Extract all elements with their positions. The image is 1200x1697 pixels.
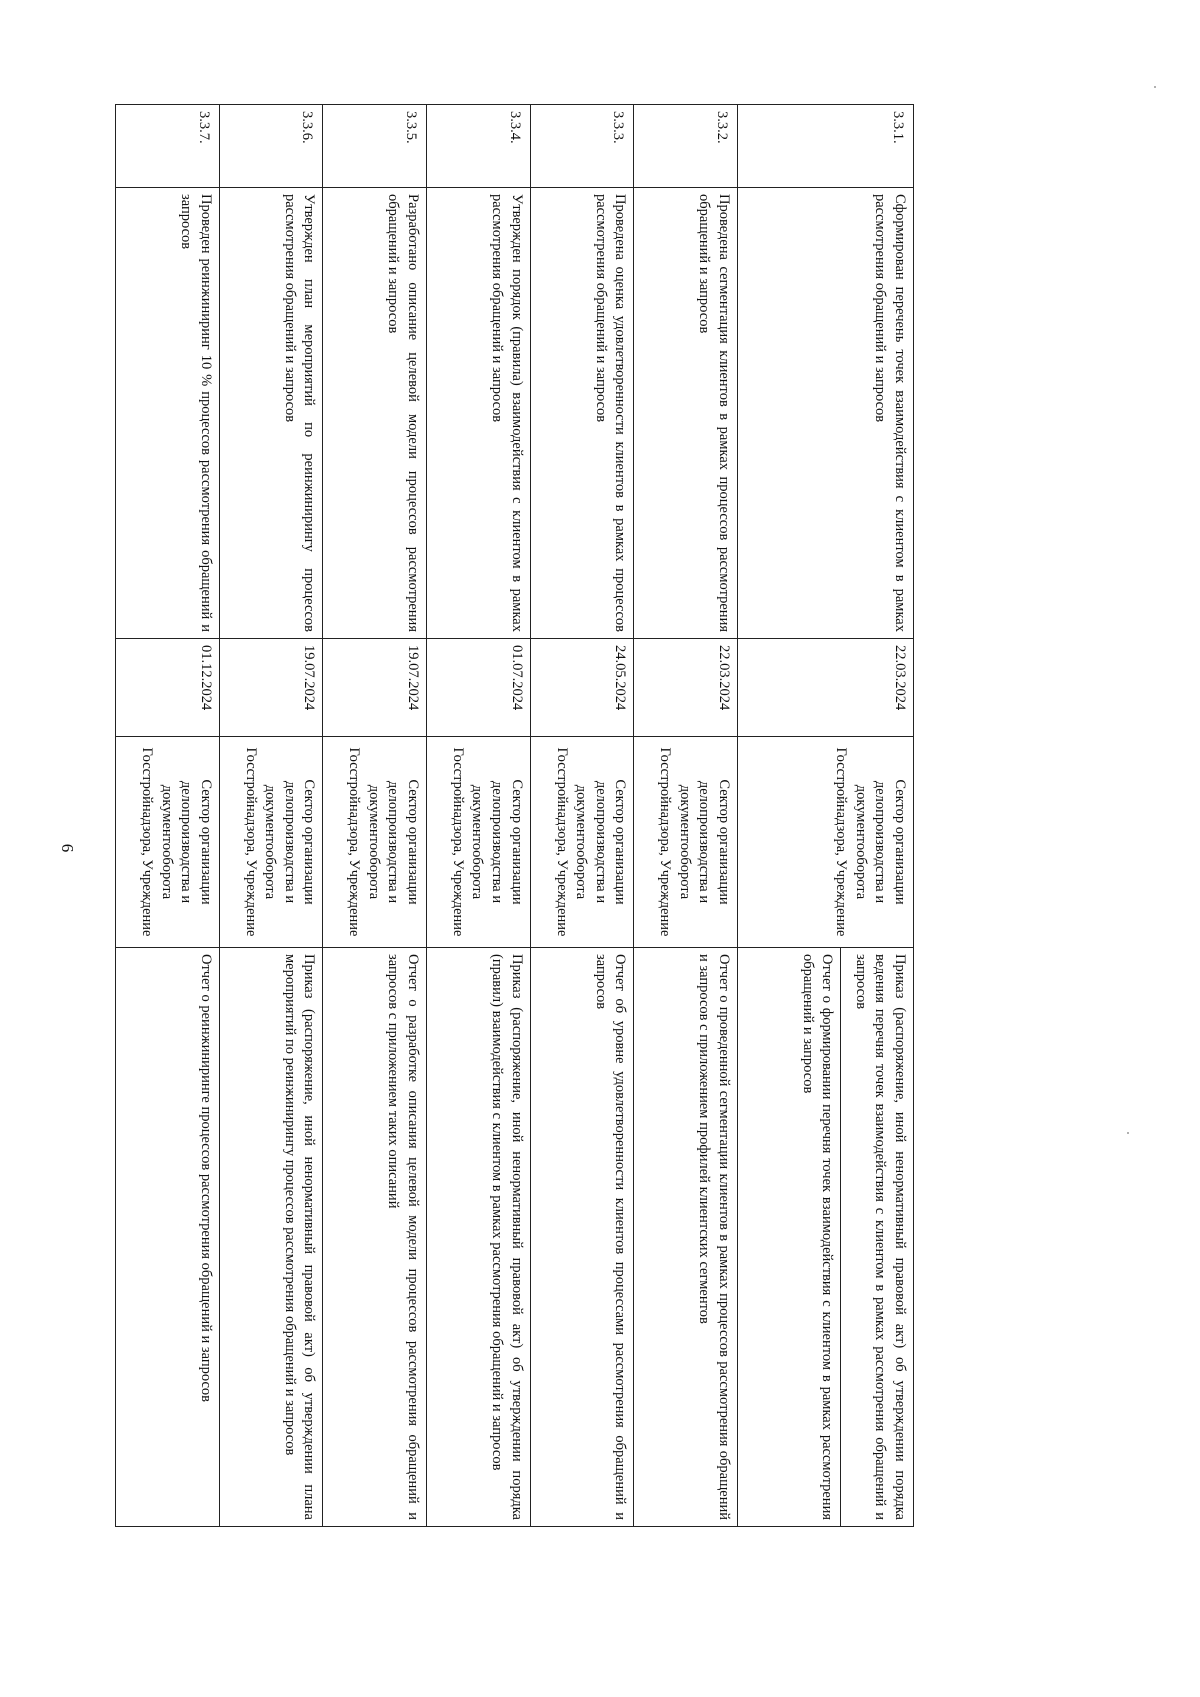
activity-result: Проведен реинжиниринг 10 % процессов рассмотрения обращений и запросов [116,188,220,639]
activity-deadline: 24.05.2024 [530,639,634,737]
activity-document: Приказ (распоряжение, иной ненормативный правовой акт) об утверждении порядка ведения перечня точек взаимодействия с клиентом в рамках рассмотрения обращений и запросов [841,948,914,1527]
activity-result: Разработано описание целевой модели процессов рассмотрения обращений и запросов [323,188,427,639]
activity-number: 3.3.7. [116,105,220,188]
table-row [530,105,634,1527]
activity-number: 3.3.5. [323,105,427,188]
activity-document: Приказ (распоряжение, иной ненормативный правовой акт) об утверждении порядка (правил) взаимодействия с клиентом в рамках рассмотрения обращений и запросов [426,948,530,1527]
table-row [323,105,427,1527]
activity-responsible: Сектор организации делопроизводства и документооборота Госстройнадзора, Учреждение [530,737,634,948]
activity-deadline: 22.03.2024 [634,639,738,737]
activity-document: Приказ (распоряжение, иной ненормативный правовой акт) об утверждении плана мероприятий по реинжинирингу процессов рассмотрения обращений и запросов [219,948,323,1527]
activity-deadline: 19.07.2024 [219,639,323,737]
activity-document: Отчет о реинжиниринге процессов рассмотрения обращений и запросов [116,948,220,1527]
activity-result: Утвержден план мероприятий по реинжинирингу процессов рассмотрения обращений и запросов [219,188,323,639]
table-row [426,105,530,1527]
scan-speck [1127,1132,1129,1134]
activities-table [115,104,914,1527]
page-number: 6 [58,843,77,853]
activity-responsible: Сектор организации делопроизводства и документооборота Госстройнадзора, Учреждение [219,737,323,948]
activity-deadline: 19.07.2024 [323,639,427,737]
activity-document: Отчет об уровне удовлетворенности клиентов процессами рассмотрения обращений и запросов [530,948,634,1527]
table-row [116,105,220,1527]
activity-document: Отчет о проведенной сегментации клиентов в рамках процессов рассмотрения обращений и запросов с приложением профилей клиентских сегментов [634,948,738,1527]
activity-number: 3.3.3. [530,105,634,188]
activity-result: Проведена сегментация клиентов в рамках процессов рассмотрения обращений и запросов [634,188,738,639]
activity-number: 3.3.6. [219,105,323,188]
activity-responsible: Сектор организации делопроизводства и документооборота Госстройнадзора, Учреждение [116,737,220,948]
activity-number: 3.3.4. [426,105,530,188]
activity-result: Сформирован перечень точек взаимодействия с клиентом в рамках рассмотрения обращений и запросов [737,188,913,639]
table-row [634,105,738,1527]
activity-deadline: 22.03.2024 [737,639,913,737]
activity-responsible: Сектор организации делопроизводства и документооборота Госстройнадзора, Учреждение [323,737,427,948]
table-row [219,105,323,1527]
activity-result: Проведена оценка удовлетворенности клиентов в рамках процессов рассмотрения обращений и запросов [530,188,634,639]
activity-responsible: Сектор организации делопроизводства и документооборота Госстройнадзора, Учреждение [426,737,530,948]
activity-document: Отчет о формировании перечня точек взаимодействия с клиентом в рамках рассмотрения обращений и запросов [737,948,841,1527]
scan-speck [1154,86,1156,88]
activity-number: 3.3.2. [634,105,738,188]
rotated-table-wrapper [115,104,914,1520]
table-row [841,105,914,1527]
activity-document: Отчет о разработке описания целевой модели процессов рассмотрения обращений и запросов с приложением таких описаний [323,948,427,1527]
activity-responsible: Сектор организации делопроизводства и документооборота Госстройнадзора, Учреждение [634,737,738,948]
activity-result: Утвержден порядок (правила) взаимодействия с клиентом в рамках рассмотрения обращений и запросов [426,188,530,639]
activity-number: 3.3.1. [737,105,913,188]
activity-responsible: Сектор организации делопроизводства и документооборота Госстройнадзора, Учреждение [737,737,913,948]
activity-deadline: 01.07.2024 [426,639,530,737]
activity-deadline: 01.12.2024 [116,639,220,737]
